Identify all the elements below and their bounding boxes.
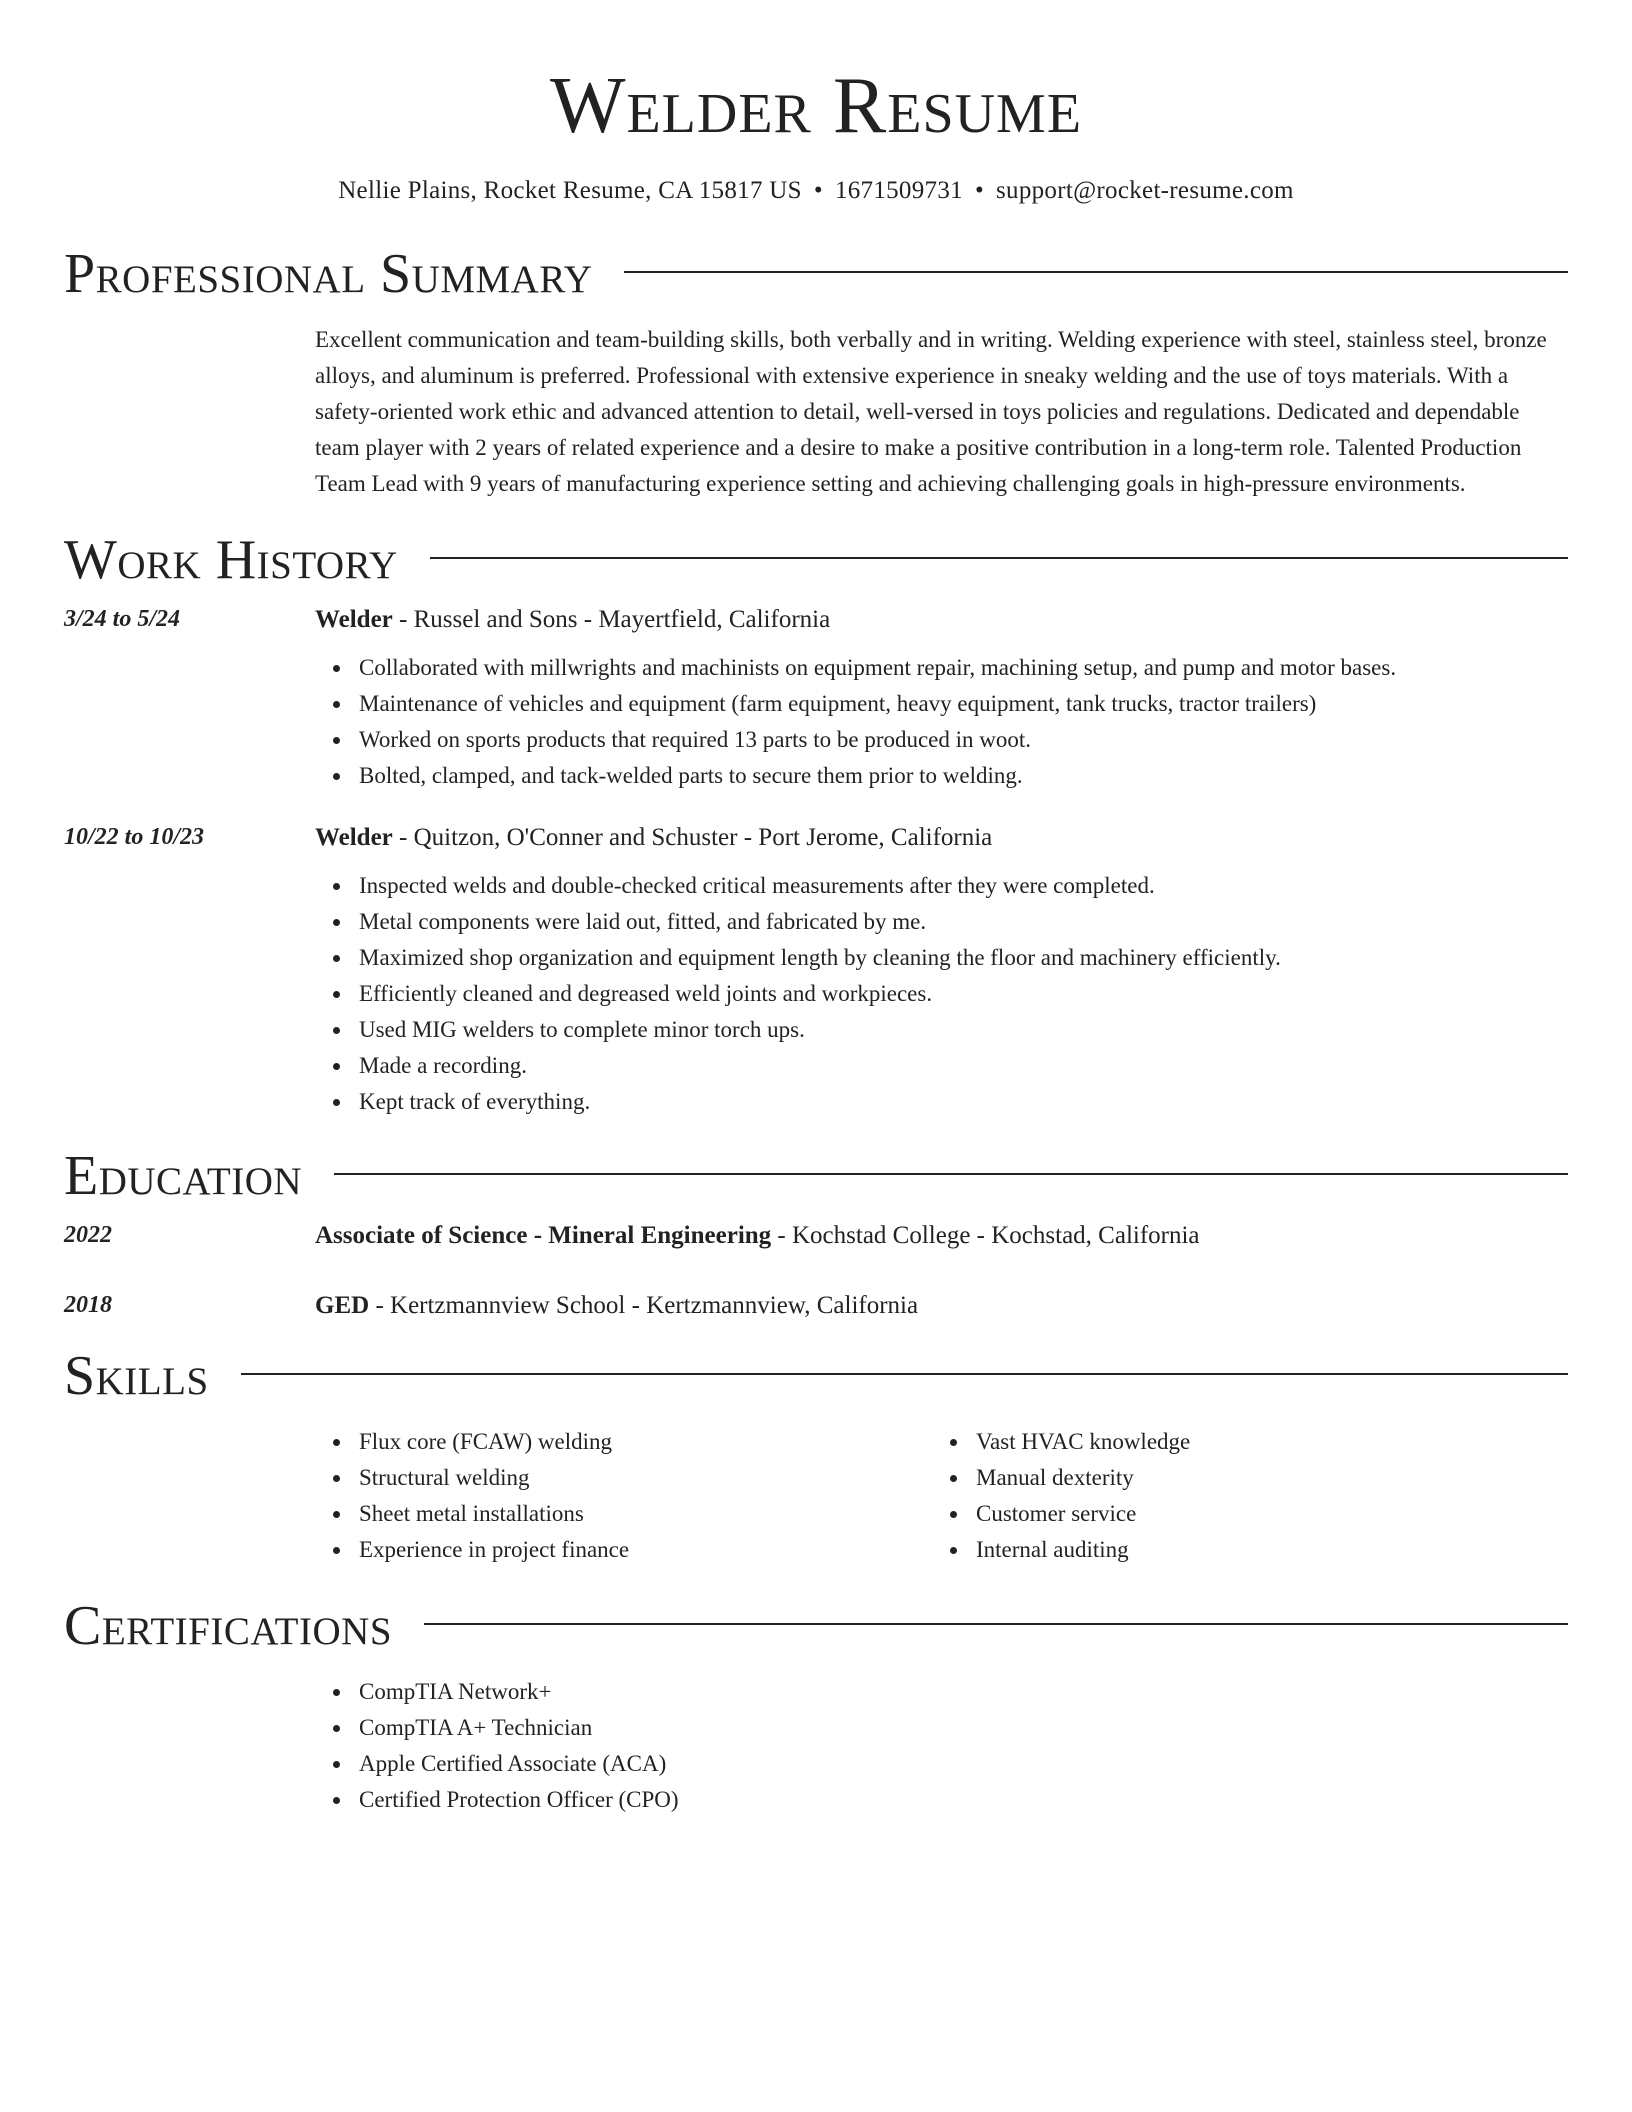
job-bullet: Used MIG welders to complete minor torch ups. [359, 1012, 1568, 1048]
skills-column-left [315, 1424, 932, 1568]
contact-separator: • [813, 177, 823, 204]
section-divider [430, 557, 1568, 559]
skills-section-header [64, 1345, 1568, 1407]
skill-item: Sheet metal installations [359, 1496, 932, 1532]
job-employer: - Russel and Sons - Mayertfield, California [392, 606, 831, 633]
job-bullet: Maintenance of vehicles and equipment (farm equipment, heavy equipment, tank trucks, tractor trailers) [359, 686, 1568, 722]
job-bullet: Made a recording. [359, 1048, 1568, 1084]
job-entry [64, 606, 1568, 794]
job-bullet: Maximized shop organization and equipment length by cleaning the floor and machinery efficiently. [359, 940, 1568, 976]
skills-heading: Skills [64, 1345, 209, 1407]
job-bullets-wrap [315, 868, 1568, 1120]
resume-title: Welder Resume [549, 62, 1083, 150]
education-school: - Kochstad College - Kochstad, California [771, 1222, 1200, 1249]
education-degree: Associate of Science - Mineral Engineering [315, 1222, 772, 1249]
job-bullet: Metal components were laid out, fitted, and fabricated by me. [359, 904, 1568, 940]
job-bullet: Collaborated with millwrights and machinists on equipment repair, machining setup, and pump and motor bases. [359, 650, 1568, 686]
section-divider [624, 271, 1568, 273]
job-bullet-list [315, 650, 1568, 794]
certification-item: CompTIA A+ Technician [359, 1710, 1568, 1746]
job-heading [315, 606, 1568, 634]
skills-column-right [932, 1424, 1549, 1568]
job-entry [64, 824, 1568, 1120]
job-bullet: Bolted, clamped, and tack-welded parts to secure them prior to welding. [359, 758, 1568, 794]
work-heading: Work History [64, 529, 398, 591]
certifications-section-header [64, 1595, 1568, 1657]
work-section-header [64, 529, 1568, 591]
section-divider [241, 1373, 1568, 1375]
job-bullet: Efficiently cleaned and degreased weld joints and workpieces. [359, 976, 1568, 1012]
education-heading-line [315, 1222, 1568, 1250]
certification-item: Certified Protection Officer (CPO) [359, 1782, 1568, 1818]
skills-grid [315, 1424, 1568, 1568]
education-entry [64, 1292, 1568, 1320]
contact-separator: • [974, 177, 984, 204]
skill-item: Manual dexterity [976, 1460, 1549, 1496]
education-date: 2018 [64, 1292, 112, 1318]
job-bullet: Worked on sports products that required 13 parts to be produced in woot. [359, 722, 1568, 758]
certification-item: CompTIA Network+ [359, 1674, 1568, 1710]
summary-heading: Professional Summary [64, 243, 593, 305]
job-employer: - Quitzon, O'Conner and Schuster - Port Jerome, California [392, 824, 993, 851]
certifications-body [315, 1674, 1568, 1818]
job-bullet: Inspected welds and double-checked critical measurements after they were completed. [359, 868, 1568, 904]
summary-section-header [64, 243, 1568, 305]
summary-text: Excellent communication and team-building skills, both verbally and in writing. Welding experience with steel, stainless steel, bronze alloys, and aluminum is preferred. Professional with extensive experience in sneaky welding and the use of toys materials. With a safety-oriented work ethic and advanced attention to detail, well-versed in toys policies and regulations. Dedicated and dependable team player with 2 years of related experience and a desire to make a positive contribution in a long-term role. Talented Production Team Lead with 9 years of manufacturing experience setting and achieving challenging goals in high-pressure environments. [315, 327, 1547, 496]
education-school: - Kertzmannview School - Kertzmannview, California [369, 1292, 919, 1319]
job-date: 3/24 to 5/24 [64, 606, 181, 632]
education-heading: Education [64, 1145, 303, 1207]
job-title: Welder [315, 824, 393, 851]
skill-item: Customer service [976, 1496, 1549, 1532]
contact-line [64, 176, 1568, 206]
certifications-list [315, 1674, 1568, 1818]
contact-email: support@rocket-resume.com [996, 177, 1294, 204]
section-divider [334, 1173, 1568, 1175]
education-section-header [64, 1145, 1568, 1207]
summary-body [315, 322, 1568, 502]
job-date: 10/22 to 10/23 [64, 824, 205, 850]
skill-item: Internal auditing [976, 1532, 1549, 1568]
skills-list [315, 1424, 932, 1568]
job-bullets-wrap [315, 650, 1568, 794]
job-title: Welder [315, 606, 393, 633]
section-divider [424, 1623, 1568, 1625]
skill-item: Structural welding [359, 1460, 932, 1496]
skill-item: Vast HVAC knowledge [976, 1424, 1549, 1460]
contact-address: Nellie Plains, Rocket Resume, CA 15817 US [338, 177, 802, 204]
education-entry [64, 1222, 1568, 1250]
job-heading [315, 824, 1568, 852]
certifications-heading: Certifications [64, 1595, 393, 1657]
contact-phone: 1671509731 [834, 177, 963, 204]
job-bullet-list [315, 868, 1568, 1120]
certification-item: Apple Certified Associate (ACA) [359, 1746, 1568, 1782]
education-degree: GED [315, 1292, 370, 1319]
skill-item: Flux core (FCAW) welding [359, 1424, 932, 1460]
job-bullet: Kept track of everything. [359, 1084, 1568, 1120]
education-date: 2022 [64, 1222, 112, 1248]
education-heading-line [315, 1292, 1568, 1320]
skill-item: Experience in project finance [359, 1532, 932, 1568]
resume-page [64, 0, 1568, 1818]
skills-list [932, 1424, 1549, 1568]
